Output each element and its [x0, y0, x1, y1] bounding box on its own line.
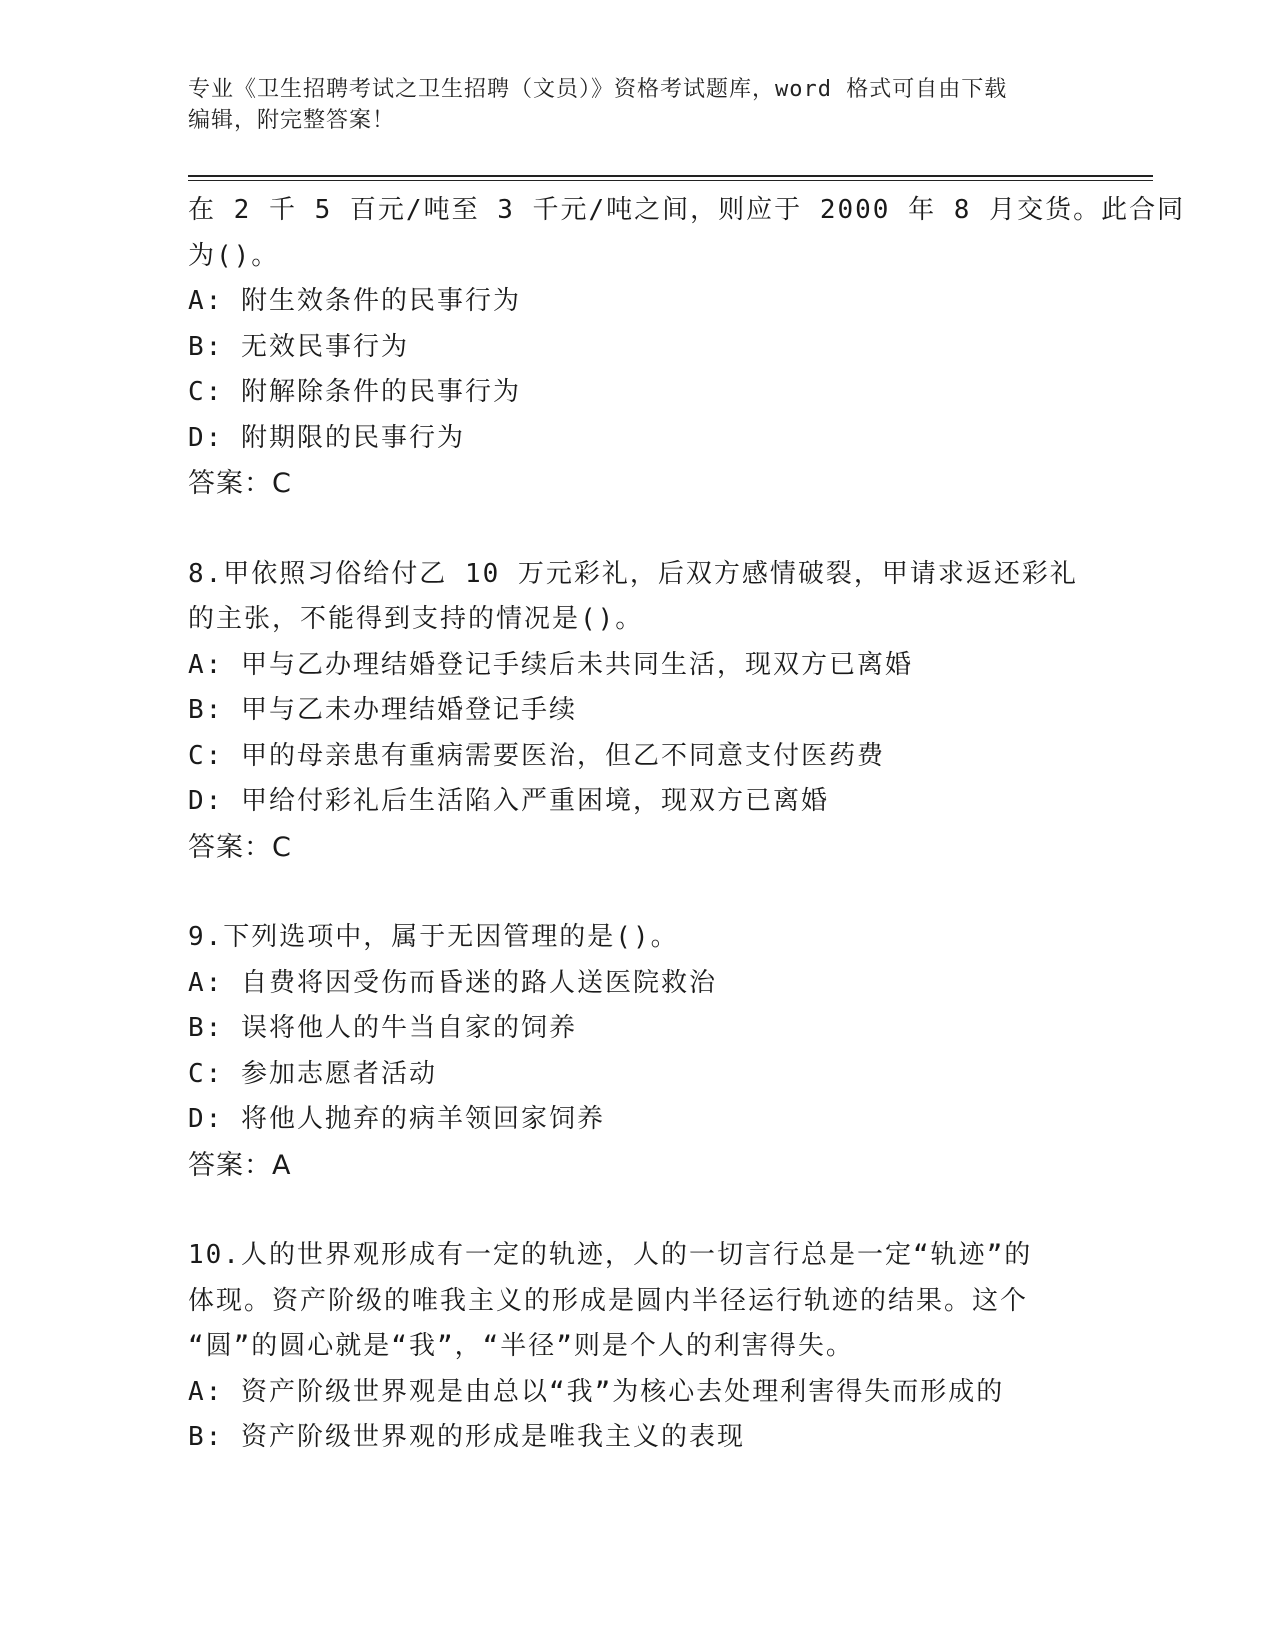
header-divider-thick	[188, 175, 1153, 177]
document-header	[188, 74, 1088, 136]
question-text: 9.下列选项中，属于无因管理的是()。	[188, 922, 679, 952]
option-d: D: 甲给付彩礼后生活陷入严重困境，现双方已离婚	[188, 786, 829, 816]
question-7-continued	[188, 188, 1186, 507]
question-10	[188, 1233, 1088, 1461]
option-a: A: 资产阶级世界观是由总以“我”为核心去处理利害得失而形成的	[188, 1376, 1005, 1407]
question-text: 的主张，不能得到支持的情况是()。	[188, 604, 644, 634]
question-text: 在 2 千 5 百元/吨至 3 千元/吨之间，则应于 2000 年 8 月交货。此合同	[188, 195, 1186, 225]
option-b: B: 甲与乙未办理结婚登记手续	[188, 695, 577, 725]
answer-line: 答案：C	[188, 468, 292, 499]
option-c: C: 参加志愿者活动	[188, 1058, 437, 1089]
header-line-2: 编辑，附完整答案！	[188, 108, 396, 133]
question-9	[188, 915, 1088, 1188]
spacer	[188, 870, 1088, 915]
option-d: D: 附期限的民事行为	[188, 422, 465, 453]
answer-line: 答案：C	[188, 831, 292, 863]
question-text: “圆”的圆心就是“我”，“半径”则是个人的利害得失。	[188, 1331, 854, 1361]
question-list	[188, 188, 1186, 1461]
spacer	[188, 1188, 1088, 1233]
option-b: B: 无效民事行为	[188, 331, 409, 362]
option-b: B: 误将他人的牛当自家的饲养	[188, 1013, 577, 1043]
question-text: 8.甲依照习俗给付乙 10 万元彩礼，后双方感情破裂，甲请求返还彩礼	[188, 558, 1078, 589]
spacer	[188, 507, 1088, 552]
option-a: A: 甲与乙办理结婚登记手续后未共同生活，现双方已离婚	[188, 649, 913, 680]
option-b: B: 资产阶级世界观的形成是唯我主义的表现	[188, 1422, 745, 1452]
header-line-1: 专业《卫生招聘考试之卫生招聘（文员）》资格考试题库，word 格式可自由下载	[188, 77, 1008, 102]
option-a: A: 附生效条件的民事行为	[188, 286, 521, 316]
header-divider-thin	[188, 180, 1153, 181]
option-d: D: 将他人抛弃的病羊领回家饲养	[188, 1104, 605, 1134]
answer-line: 答案：A	[188, 1149, 292, 1181]
question-text: 10.人的世界观形成有一定的轨迹，人的一切言行总是一定“轨迹”的	[188, 1240, 1033, 1270]
option-c: C: 附解除条件的民事行为	[188, 377, 521, 407]
question-text: 为()。	[188, 240, 280, 271]
question-text: 体现。资产阶级的唯我主义的形成是圆内半径运行轨迹的结果。这个	[188, 1285, 1029, 1316]
option-c: C: 甲的母亲患有重病需要医治，但乙不同意支付医药费	[188, 740, 885, 771]
option-a: A: 自费将因受伤而昏迷的路人送医院救治	[188, 967, 717, 998]
question-8	[188, 552, 1088, 871]
